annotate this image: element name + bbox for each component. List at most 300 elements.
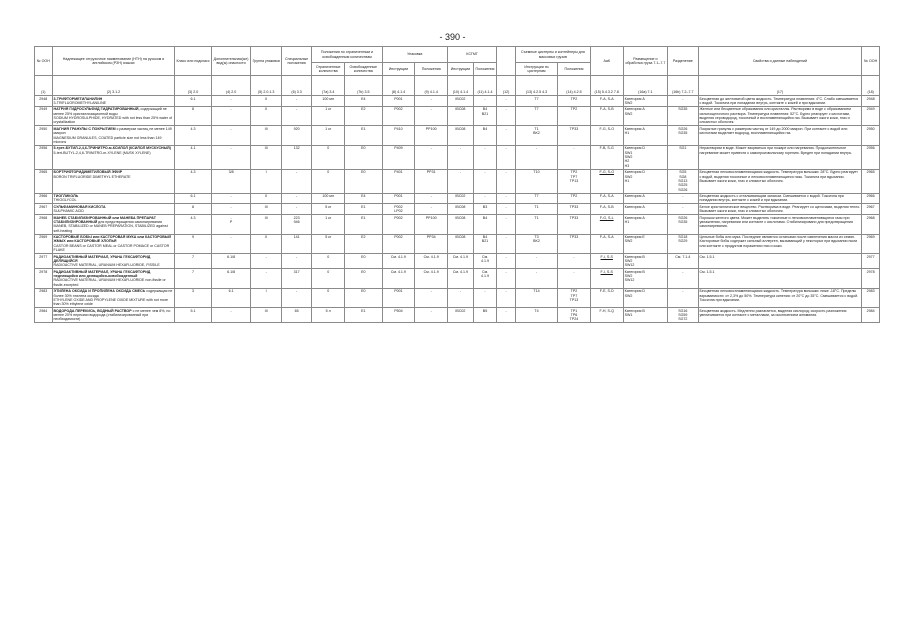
col-number-1: (1) [35,76,53,96]
cell-sub: - [211,145,251,169]
cell-ibi: См. 4.1.9 [448,269,474,289]
un-number-right: 2968 [862,215,880,235]
cell-seg: - [668,269,698,289]
header-row-3 [35,76,880,96]
shipping-name [52,308,175,323]
un-number-right: 2977 [862,254,880,269]
cell-cls: 9 [175,234,211,254]
cell-ibi: - [448,288,474,308]
cell-pp: - [415,145,448,169]
cell-lq: 5 кг [312,234,345,254]
shipping-name [52,234,175,254]
cell-sp: 223 946 [281,215,311,235]
cell-pi: P504 [382,308,415,323]
cell-pi: P001 [382,288,415,308]
col-number-11: (10) 4.1.4 [448,76,474,96]
cell-pi: P002 LP02 [382,204,415,215]
shipping-name-en: MAGNESIUM GRANULES, COATED particle size not less than 149 microns [53,135,162,144]
cell-tankp: TP33 [558,234,591,254]
cell-tank: T3 BK2 [515,234,557,254]
table-row [35,254,880,269]
col-number-19: (17) [698,76,862,96]
table-row [35,96,880,107]
cell-eq: E1 [345,126,382,146]
cell-ibp: B4 [473,126,496,146]
shipping-name-ru: РАДИОАКТИВНЫЙ МАТЕРИАЛ, УРАНА ГЕКСАФТОРИД неделящийся или делящийся-освобожденный [53,269,151,278]
table-row [35,204,880,215]
col-header-packing: Упаковка [382,47,448,63]
shipping-name-en: RADIOACTIVE MATERIAL, URANIUM HEXAFLUORIDE, FISSILE [53,263,160,268]
properties-text: Бесцветная жидкость. Медленно разлагается, выделяя кислород; скорость разложения увеличивается при контакте с металлами, за исключением алюминия. [698,308,862,323]
un-number: 2984 [35,308,53,323]
cell-seg: SG1 [668,145,698,169]
cell-ibp: - [473,96,496,107]
cell-ems: F-A, S-A [590,193,623,204]
shipping-name-en: CASTOR BEANS or CASTOR MEAL or CASTOR POMACE or CASTOR FLAKE [53,243,170,253]
cell-ibi: IBC08 [448,204,474,215]
shipping-name-ru: ВОДОРОДА ПЕРЕКИСЬ, ВОДНЫЙ РАСТВОР [53,308,132,313]
cell-c12: - [497,308,516,323]
cell-lq: 0 [312,288,345,308]
cell-pi: P409 [382,145,415,169]
cell-sp: - [281,193,311,204]
cell-cls: 4.3 [175,126,211,146]
cell-pg: - [251,269,281,289]
cell-lq: 0 [312,254,345,269]
cell-pg: II [251,234,281,254]
cell-stow: Категория D SW1 SW2 H2 H3 [623,145,667,169]
table-row [35,106,880,126]
cell-c12: - [497,234,516,254]
cell-seg: См. 7.1.4 [668,254,698,269]
shipping-name-en: MANEB, STABILIZED or MANEB PREPARATION, STABILIZED against self-heating [53,224,168,233]
col-header-tanks: Съемные цистерны и контейнеры для массовых грузов [515,47,590,63]
shipping-name-en: SULPHAMIC ACID [53,209,84,214]
cell-ibi: IBC08 [448,234,474,254]
col-number-15: (14) 4.2.5 [558,76,591,96]
shipping-name-ru: МАНЕБ СТАБИЛИЗИРОВАННЫЙ или МАНЕБА ПРЕПАРАТ СТАБИЛИЗИРОВАННЫЙ [53,215,156,224]
un-number-right: 2984 [862,308,880,323]
shipping-name-en: ETHYLENE OXIDE AND PROPYLENE OXIDE MIXTURE with not more than 30% ethylene oxide [53,297,168,307]
col-header-ibc: КСГМГ [448,47,497,63]
cell-eq: E1 [345,204,382,215]
cell-eq: E0 [345,288,382,308]
cell-cls: 5.1 [175,308,211,323]
cell-pp: - [415,204,448,215]
shipping-name-ru: НАТРИЯ ГИДРОСУЛЬФИД ГИДРАТИРОВАННЫЙ, [53,107,140,112]
properties-text: Бесцветная легковоспламеняющаяся жидкость. Температура вспышки: ниже -18°C. Пределы взрываемости: от 2,3% до 50%. Температура кипения: от 20°C до 35°C. Смешивается с водой. Токсична при вдыхании. [698,288,862,308]
cell-tankp: TP33 [558,215,591,235]
cell-stow: Категория A SW2 [623,96,667,107]
properties-text: Порошок желтого цвета. Может выделять токсичные и легковоспламеняющиеся газы при увлажнении, нагревании или контакте с кислотами. Стабилизировано для предотвращения самонагревания. [698,215,862,235]
cell-pg: II [251,106,281,126]
cell-pg: II [251,96,281,107]
un-number: 2983 [35,288,53,308]
cell-seg: - [668,288,698,308]
un-number-right: 2965 [862,169,880,193]
shipping-name-ru: РАДИОАКТИВНЫЙ МАТЕРИАЛ, УРАНА ГЕКСАФТОРИД ДЕЛЯЩИЙСЯ [53,254,151,263]
cell-eq: E0 [345,254,382,269]
cell-sub: - [211,193,251,204]
shipping-name-en: SODIUM HYDROSULPHIDE, HYDRATED with not less than 25% water of crystallization [53,116,173,125]
un-number: 2948 [35,96,53,107]
cell-ibp: См. 4.1.9 [473,269,496,289]
cell-lq: 0 [312,169,345,193]
table-body [35,96,880,323]
cell-tank: - [515,145,557,169]
cell-ems: F-G, S-O [590,169,623,193]
cell-stow: Категория B SW2 SW12 [623,269,667,289]
col-number-10: (9) 4.1.4 [415,76,448,96]
cell-tank: - [515,254,557,269]
col-header-stowage: Размещение и обработка груза 7.1–7.7 [623,47,667,76]
shipping-name-ru: КАСТОРОВЫЕ БОБЫ или КАСТОРОВАЯ МУКА или КАСТОРОВЫЙ ЖМЫХ или КАСТОРОВЫЕ ХЛОПЬЯ [53,235,171,244]
cell-cls: 8 [175,204,211,215]
cell-pg: III [251,215,281,235]
cell-sp: 132 [281,145,311,169]
shipping-name [52,126,175,146]
col-header-limited: Ограниченные количества [312,63,345,76]
shipping-name [52,106,175,126]
cell-sub: - [211,234,251,254]
cell-pg: I [251,288,281,308]
shipping-name [52,204,175,215]
cell-sub: 6.1/8 [211,269,251,289]
cell-seg: - [668,204,698,215]
cell-sub: 6.1 [211,288,251,308]
cell-ibp: B4 B21 [473,106,496,126]
cell-eq: E0 [345,145,382,169]
cell-ibi: IBC08 [448,215,474,235]
shipping-name-ru-qualifier: с не менее чем 8%, но менее 20% перекиси водорода (стабилизированный при необходимости) [53,308,171,322]
cell-seg: SG26 SG35 [668,215,698,235]
cell-seg: SG5 SG8 SG13 SG25 SG26 [668,169,698,193]
cell-pi: См. 4.1.9 [382,269,415,289]
shipping-name [52,269,175,289]
un-number-right: 2978 [862,269,880,289]
cell-cls: 7 [175,269,211,289]
properties-text: См. 1.5.1 [698,254,862,269]
cell-sp: - [281,169,311,193]
cell-pp: - [415,308,448,323]
cell-ems: F-E, S-D [590,288,623,308]
shipping-name [52,193,175,204]
cell-stow: Категория A H1 [623,215,667,235]
cell-eq: E2 [345,106,382,126]
col-number-18: (16b) 7.2–7.7 [668,76,698,96]
table-row [35,215,880,235]
un-number-right: 2956 [862,145,880,169]
cell-pi: P001 [382,193,415,204]
col-header-properties: Свойства и данные наблюдений [698,47,862,76]
cell-pg: II [251,193,281,204]
table-row [35,126,880,146]
cell-sp: 317 [281,269,311,289]
cell-c12: - [497,204,516,215]
col-number-9: (8) 4.1.4 [382,76,415,96]
col-number-14: (13) 4.2.5 4.3 [515,76,557,96]
cell-tank: - [515,269,557,289]
col-header-un-right: № ООН [862,47,880,76]
col-number-16: (15) 5.4.3.2 7.8 [590,76,623,96]
cell-pg: - [251,254,281,269]
col-number-12: (11) 4.1.4 [473,76,496,96]
cell-stow: Категория A [623,204,667,215]
properties-text: Бесцветная жидкость с отталкивающим запахом. Смешивается с водой. Токсична при попадании внутрь, контакте с кожей и при вдыхании. [698,193,862,204]
cell-pp: PP34 [415,234,448,254]
cell-stow: Категория A SW2 [623,106,667,126]
shipping-name-ru-qualifier: содержащий не менее 25% кристаллизационной воды [53,107,167,116]
col-header-tank-provisions: Положения [558,63,591,76]
cell-ibp: B4 [473,215,496,235]
cell-lq: 1 кг [312,126,345,146]
cell-lq: 100 мл [312,193,345,204]
cell-stow: Категория D SW2 H1 [623,169,667,193]
cell-pi: См. 4.1.9 [382,254,415,269]
shipping-name-ru: СУЛЬФАМИНОВАЯ КИСЛОТА [53,204,106,209]
col-header-excepted: Освобожденные количества [345,63,382,76]
cell-seg: - [668,96,698,107]
cell-tankp: - [558,145,591,169]
un-number: 2949 [35,106,53,126]
cell-ibp: B3 [473,204,496,215]
cell-ibp: B4 B21 [473,234,496,254]
cell-c12: - [497,106,516,126]
col-header-tank-instructions: Инструкции по цистернам [515,63,557,76]
shipping-name [52,254,175,269]
properties-text: Белое кристаллическое вещество. Растворима в воде. Реагирует со щелочами, выделяя тепло. Вызывает ожоги кожи, глаз и слизистых оболочек. [699,204,861,214]
cell-sp: - [281,204,311,215]
col-number-3: (3) 2.0 [175,76,211,96]
cell-stow: Категория B SW2 SW12 [623,254,667,269]
shipping-name-en: 5-tert-BUTYL-2,4,6-TRINITRO-m-XYLENE (MUSK XYLENE) [53,150,151,155]
cell-seg: - [668,193,698,204]
shipping-name-ru: МАГНИЯ ГРАНУЛЫ С ПОКРЫТИЕМ [53,126,116,131]
cell-lq: 1 кг [312,106,345,126]
table-row [35,145,880,169]
cell-pi: P001 [382,96,415,107]
cell-ems: F-A, S-B [590,106,623,126]
properties-text: Покрытые гранулы с размером частиц от 149 до 2000 микрон. При контакте с водой или кислотами выделяет водород, воспламеняющийся газ. [698,126,862,146]
cell-pg: III [251,126,281,146]
page-number: - 390 - [439,32,466,42]
cell-sp: - [281,106,311,126]
cell-eq: E2 [345,234,382,254]
un-number: 2965 [35,169,53,193]
cell-cls: 8 [175,106,211,126]
cell-ibi: IBC02 [448,96,474,107]
shipping-name-ru-qualifier: для предотвращения самонагревания [97,219,162,224]
cell-cls: 3 [175,288,211,308]
shipping-name [52,215,175,235]
cell-pp: - [415,106,448,126]
cell-sp: - [281,254,311,269]
cell-stow: Категория A H1 [623,126,667,146]
properties-text: Бесцветная до желтоватой цвета жидкость. Температура плавления: 4°C. Слабо смешивается с водой. Токсична при попадании внутрь, контакте с кожей и при вдыхании. [698,96,862,107]
cell-c12: - [497,96,516,107]
properties-text: Бесцветная легковоспламеняющаяся жидкость. Температура вспышки: 28°C. Бурно реагирует с водой, выделяя токсичные и легковоспламеняющиеся газы. Токсична при вдыхании. Вызывает ожоги кожи, глаз и слизистых оболочек. [698,169,862,193]
cell-cls: 6.1 [175,96,211,107]
cell-pg: III [251,204,281,215]
cell-seg: SG16 SG59 SG72 [668,308,698,323]
cell-lq: 1 кг [312,215,345,235]
col-number-17: (16a) 7.1 [623,76,667,96]
cell-eq: E1 [345,215,382,235]
cell-sub: 6.1/8 [211,254,251,269]
col-header-ems: АаК [590,47,623,76]
cell-sub: - [211,106,251,126]
table-row [35,308,880,323]
cell-c12: - [497,215,516,235]
cell-tankp: - [558,269,591,289]
col-header-limited-quantities: Положения по ограниченным и освобожденным количествам [312,47,382,63]
cell-cls: 4.1 [175,145,211,169]
cell-tank: T7 [515,106,557,126]
un-number-right: 2967 [862,204,880,215]
cell-ibp: - [473,169,496,193]
cell-ibi: См. 4.1.9 [448,254,474,269]
cell-tankp: - [558,254,591,269]
cell-tank: T14 [515,288,557,308]
un-number-right: 2949 [862,106,880,126]
cell-seg: SG26 SG35 [668,126,698,146]
cell-cls: 6.1 [175,193,211,204]
cell-sp: - [281,288,311,308]
cell-pg: I [251,169,281,193]
cell-tank: T1 [515,204,557,215]
cell-ibp: - [473,145,496,169]
shipping-name-ru: 3-ТРИФТОРМЕТИЛАНИЛИН [53,96,103,101]
cell-seg: SG18 SG29 [668,234,698,254]
properties-text: Нерастворим в воде. Может взорваться при пожаре или нагревании. Продолжительное нагревание может привести к самопроизвольному горению. Вреден при попадании внутрь. [698,145,862,169]
cell-pp: - [415,96,448,107]
cell-tank: T4 [515,308,557,323]
cell-pp: - [415,288,448,308]
col-header-pack-provisions: Положения [415,63,448,76]
un-number-right: 2966 [862,193,880,204]
shipping-name [52,145,175,169]
cell-pp: См. 4.1.9 [415,254,448,269]
un-number: 2969 [35,234,53,254]
cell-tankp: TP2 [558,96,591,107]
cell-c12: - [497,145,516,169]
cell-eq: E4 [345,193,382,204]
cell-lq: 100 мл [312,96,345,107]
cell-ibi: IBC02 [448,308,474,323]
shipping-name-ru: ЭТИЛЕНА ОКСИДА И ПРОПИЛЕНА ОКСИДА СМЕСЬ [53,289,146,294]
shipping-name-ru: БОРТРИФТОРИДИМЕТИЛОВЫЙ ЭФИР [53,170,123,175]
table-row [35,234,880,254]
cell-pp: См. 4.1.9 [415,269,448,289]
shipping-name [52,96,175,107]
cell-lq: 0 [312,269,345,289]
cell-c12: - [497,288,516,308]
properties-text: См. 1.5.1 [698,269,862,289]
cell-sp: - [281,96,311,107]
shipping-name-ru: ТИОГЛИКОЛЬ [53,194,79,198]
cell-sub: - [211,96,251,107]
cell-ems: F-G, S-O [590,126,623,146]
col-header-special-provisions: Специальные положения [281,47,311,76]
un-number: 2950 [35,126,53,146]
table-row [35,269,880,289]
properties-text: Желтые или бесцветные образования или кристаллы. Растворимо в воде с образованием сильнощелочного раствора. Температура плавления: 52°C. Бурно реагирует с кислотами, выделяя сероводород, токсичный и воспламеняющийся газ. Вызывает ожоги кожи, глаз и слизистых оболочек. [698,106,862,126]
cell-ems: F-I, S-S [590,269,623,289]
cell-tankp: TP2 [558,193,591,204]
col-number-20: (18) [862,76,880,96]
col-header-class: Класс или подкласс [175,47,211,76]
cell-seg: SG35 [668,106,698,126]
cell-c12: - [497,269,516,289]
cell-tankp: TP33 [558,126,591,146]
cell-sp: 141 [281,234,311,254]
cell-eq: E0 [345,269,382,289]
cell-ibi: - [448,169,474,193]
table-row [35,169,880,193]
cell-sub: 3/8 [211,169,251,193]
cell-tankp: TP2 [558,106,591,126]
col-header-pack-instructions: Инструкции [382,63,415,76]
col-header-packing-group: Группа упаковки [251,47,281,76]
cell-lq: 5 кг [312,204,345,215]
dangerous-goods-list-table [34,46,880,323]
cell-stow: Категория B SW1 [623,308,667,323]
shipping-name-ru-qualifier: содержащая не более 30% этилена оксида [53,289,173,298]
cell-ems: F-A, S-B [590,204,623,215]
col-header-un: № ООН [35,47,53,76]
cell-pp: PP31 [415,169,448,193]
cell-pp: PP100 [415,126,448,146]
cell-pi: P410 [382,126,415,146]
cell-eq: E0 [345,169,382,193]
un-number: 2978 [35,269,53,289]
un-number-right: 2983 [862,288,880,308]
cell-eq: E4 [345,96,382,107]
cell-pi: P002 [382,106,415,126]
cell-ems: F-G, S-L [590,215,623,235]
cell-tank: T7 [515,193,557,204]
col-number-8: (7b) 3.5 [345,76,382,96]
shipping-name [52,288,175,308]
un-number-right: 2948 [862,96,880,107]
cell-pi: P002 [382,234,415,254]
cell-tank: T7 [515,96,557,107]
cell-ibp: - [473,193,496,204]
cell-ibp: См. 4.1.9 [473,254,496,269]
shipping-name-en: THIOGLYCOL [53,198,77,203]
properties-text: Цельные бобы или мука. Последние являются остатками после извлечения масла из семян. Касторовые бобы содержат сильный аллерген, вызывающий у некоторых при вдыхании пыли или контакте с продуктом поражения глаз и кожи. [698,234,862,254]
cell-eq: E1 [345,308,382,323]
cell-c12: - [497,254,516,269]
table-row [35,288,880,308]
col-header-subsidiary: Дополнительная(ые) вид(ы) опасности [211,47,251,76]
cell-ems: F-B, S-G [590,145,623,169]
col-number-2: (2) 3.1.2 [52,76,175,96]
cell-pp: PP100 [415,215,448,235]
cell-lq: 5 л [312,308,345,323]
cell-ibi: - [448,145,474,169]
cell-sub: - [211,204,251,215]
un-number: 2966 [35,193,53,204]
cell-pi: P002 [382,215,415,235]
col-header-ibc-provisions: Положения [473,63,496,76]
un-number: 2977 [35,254,53,269]
shipping-name-en: BORON TRIFLUORIDE DIMETHYL ETHERATE [53,174,131,179]
cell-stow: Категория A [623,193,667,204]
cell-ibp: B5 [473,308,496,323]
table-row [35,193,880,204]
cell-c12: - [497,193,516,204]
